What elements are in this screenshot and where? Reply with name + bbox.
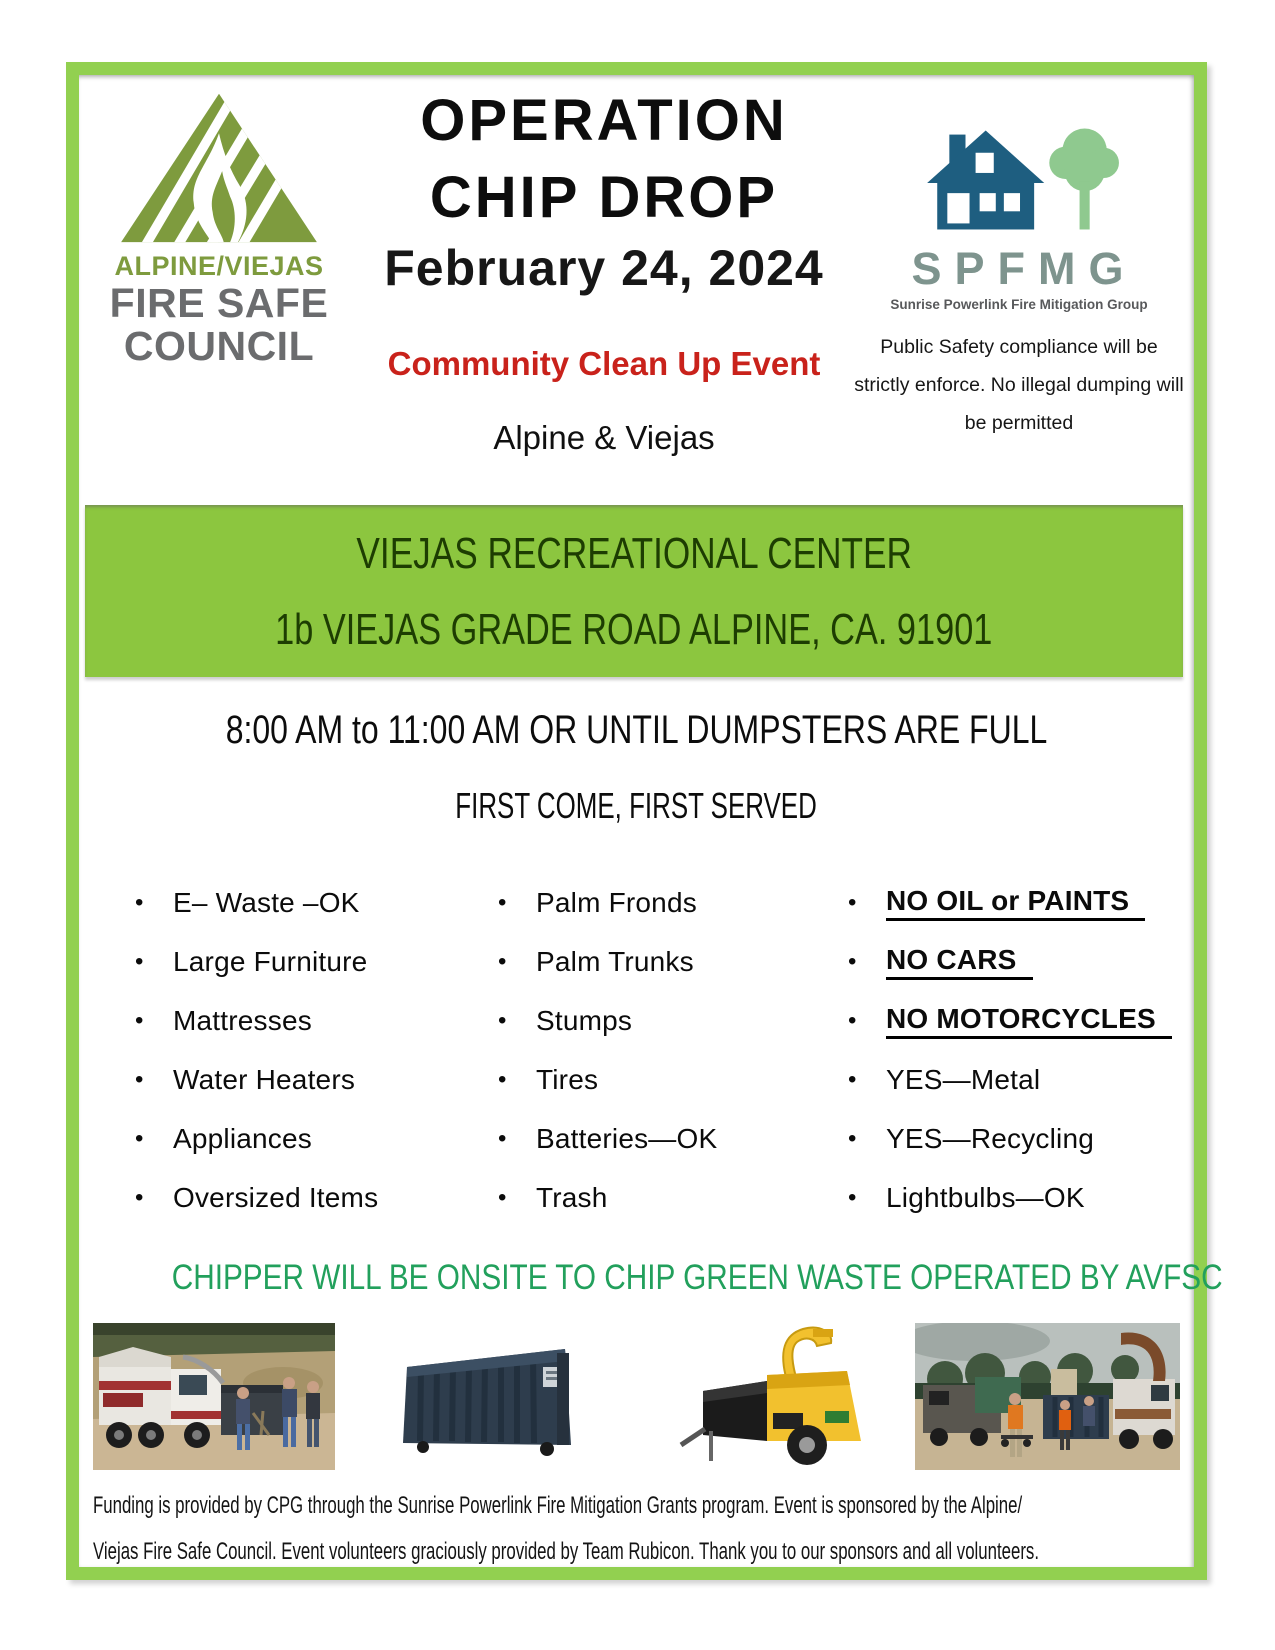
bullet-icon: • <box>498 947 507 975</box>
list-item <box>848 932 1172 991</box>
photo-rolloff-dumpster <box>371 1323 610 1470</box>
footer-line1-text: Funding is provided by CPG through the Sunrise Powerlink Fire Mitigation Grants program. Event is sponsored by the Alpine/ <box>93 1492 1023 1519</box>
photo-wood-chipper <box>675 1323 913 1470</box>
schedule-policy <box>79 785 1194 827</box>
item-label: Water Heaters <box>173 1063 356 1095</box>
item-label: YES—Recycling <box>886 1122 1095 1154</box>
item-label: E– Waste –OK <box>173 886 360 918</box>
bullet-icon: • <box>498 1183 507 1211</box>
schedule-hours-text: 8:00 AM to 11:00 AM OR UNTIL DUMPSTERS ARE FULL <box>225 708 1048 752</box>
list-item <box>848 1168 1172 1227</box>
bullet-icon: • <box>848 1124 857 1152</box>
dumpster-photo-illustration <box>371 1323 610 1470</box>
spfmg-logo <box>854 115 1184 442</box>
item-label: Palm Fronds <box>536 886 697 918</box>
bullet-icon: • <box>498 1065 507 1093</box>
location-banner <box>85 505 1183 677</box>
venue-address-text: 1b VIEJAS GRADE ROAD ALPINE, CA. 91901 <box>275 605 993 654</box>
bullet-icon: • <box>848 1183 857 1211</box>
item-label: Appliances <box>173 1122 312 1154</box>
schedule-policy-text: FIRST COME, FIRST SERVED <box>455 785 818 826</box>
bullet-icon: • <box>848 1006 857 1034</box>
venue-name <box>85 529 1183 579</box>
event-area: Alpine & Viejas <box>493 419 715 457</box>
items-column-3 <box>848 873 1172 1227</box>
item-label: NO OIL or PAINTS <box>886 885 1145 921</box>
footer-line1 <box>93 1483 1183 1529</box>
item-label: Oversized Items <box>173 1181 379 1213</box>
footer-line2 <box>93 1529 1183 1575</box>
list-item <box>498 873 717 932</box>
event-type: Community Clean Up Event <box>387 345 821 383</box>
event-date: February 24, 2024 <box>384 240 824 297</box>
item-label: NO MOTORCYCLES <box>886 1003 1172 1039</box>
items-section <box>79 873 1194 1233</box>
flyer-title-line2: CHIP DROP <box>429 164 779 230</box>
item-label: YES—Metal <box>886 1063 1041 1095</box>
footer <box>93 1483 1183 1574</box>
logo-org-name: ALPINE/VIEJAS <box>114 251 324 281</box>
list-item <box>135 991 378 1050</box>
logo-org-council: COUNCIL <box>123 323 315 370</box>
list-item <box>498 991 717 1050</box>
bullet-icon: • <box>498 1006 507 1034</box>
items-column-1 <box>135 873 378 1227</box>
photo-strip <box>79 1323 1194 1470</box>
schedule-hours <box>79 708 1194 753</box>
bullet-icon: • <box>848 947 857 975</box>
list-item <box>848 1109 1172 1168</box>
bullet-icon: • <box>498 1124 507 1152</box>
footer-line2-text: Viejas Fire Safe Council. Event volunteers graciously provided by Team Rubicon. Thank you to our sponsors and all volunteers. <box>93 1537 1039 1565</box>
bullet-icon: • <box>135 888 144 916</box>
flyer-title-line1: OPERATION <box>420 88 788 153</box>
item-label: Mattresses <box>173 1004 312 1036</box>
venue-name-text: VIEJAS RECREATIONAL CENTER <box>356 529 912 578</box>
list-item <box>848 1050 1172 1109</box>
bullet-icon: • <box>135 947 144 975</box>
list-item <box>135 1109 378 1168</box>
bullet-icon: • <box>498 888 507 916</box>
chipper-note-text: CHIPPER WILL BE ONSITE TO CHIP GREEN WASTE OPERATED BY AVFSC <box>171 1258 1223 1297</box>
list-item <box>135 1168 378 1227</box>
bullet-icon: • <box>135 1065 144 1093</box>
list-item <box>498 1050 717 1109</box>
spfmg-tagline: Sunrise Powerlink Fire Mitigation Group <box>890 297 1148 312</box>
house-icon <box>927 131 1044 230</box>
photo-cleanup-site-trucks <box>915 1323 1180 1470</box>
bullet-icon: • <box>848 1065 857 1093</box>
list-item <box>498 1109 717 1168</box>
avfsc-logo <box>93 89 345 368</box>
garbage-truck-photo-illustration <box>93 1323 335 1470</box>
item-label: Stumps <box>536 1004 633 1036</box>
house-and-tree-icon <box>913 115 1125 243</box>
chipper-note <box>79 1258 1223 1298</box>
item-label: Palm Trunks <box>536 945 694 977</box>
photo-garbage-truck-unloading <box>93 1323 335 1470</box>
chipper-photo-illustration <box>675 1323 913 1470</box>
list-item <box>848 873 1172 932</box>
venue-address <box>85 605 1183 655</box>
list-item <box>498 932 717 991</box>
list-item <box>848 991 1172 1050</box>
tree-icon <box>1049 129 1119 230</box>
items-column-2 <box>498 873 717 1227</box>
item-label: Large Furniture <box>173 945 368 977</box>
item-label: Trash <box>536 1181 608 1213</box>
item-label: Lightbulbs—OK <box>886 1181 1085 1213</box>
spfmg-acronym: SPFMG <box>911 243 1137 294</box>
item-label: NO CARS <box>886 944 1033 980</box>
bullet-icon: • <box>135 1183 144 1211</box>
logo-org-fire-safe: FIRE SAFE <box>109 280 329 326</box>
list-item <box>135 873 378 932</box>
flyer-frame <box>66 62 1223 1580</box>
bullet-icon: • <box>848 888 857 916</box>
cleanup-site-photo-illustration <box>915 1323 1180 1470</box>
item-label: Batteries—OK <box>536 1122 718 1154</box>
schedule-section <box>79 708 1194 827</box>
list-item <box>498 1168 717 1227</box>
compliance-notice: Public Safety compliance will be strictly enforce. No illegal dumping will be permitted <box>854 336 1184 435</box>
title-block <box>329 83 879 457</box>
list-item <box>135 1050 378 1109</box>
item-label: Tires <box>536 1063 599 1095</box>
list-item <box>135 932 378 991</box>
bullet-icon: • <box>135 1006 144 1034</box>
fire-safe-council-triangle-icon <box>116 89 322 247</box>
bullet-icon: • <box>135 1124 144 1152</box>
